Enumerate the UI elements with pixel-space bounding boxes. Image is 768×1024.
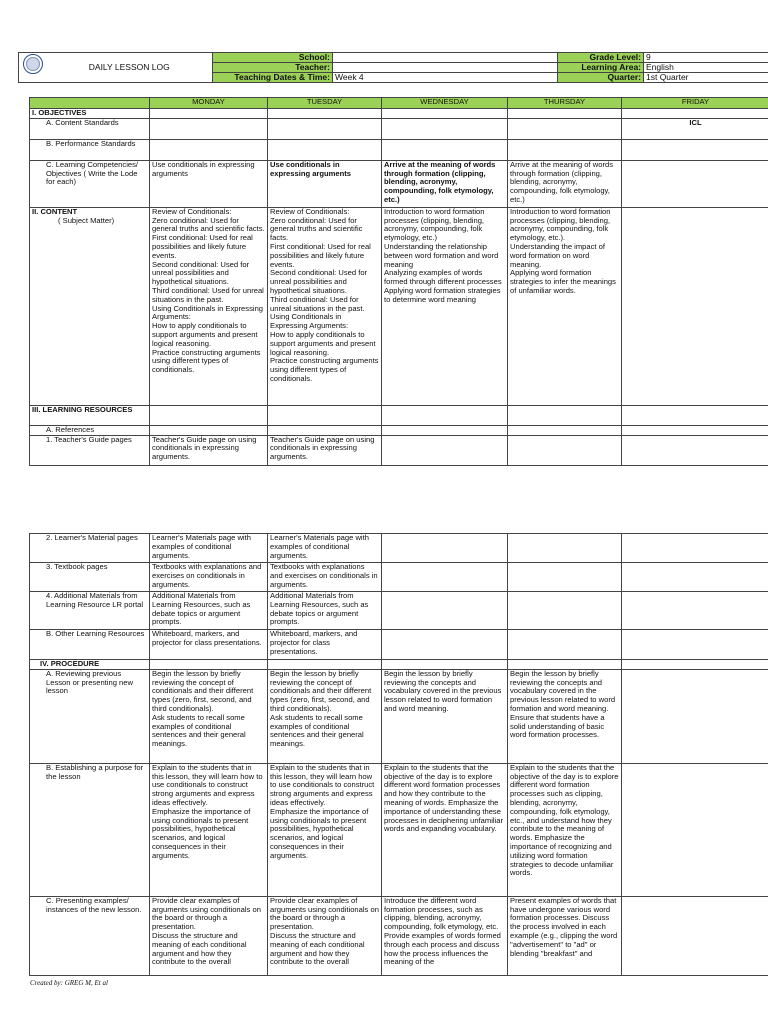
quarter-label: Quarter: xyxy=(558,73,644,83)
header-table xyxy=(18,52,768,83)
friday-icl-note: ICL xyxy=(622,118,768,139)
purpose-tuesday: Explain to the students that in this lesson, they will learn how to use conditionals to construct strong arguments and express ideas effectively. Emphasize the importance of using conditionals to present possibilities, hypothetical scenarios, and logical consequences in their arguments. xyxy=(268,763,382,896)
content-heading-cell xyxy=(30,207,150,405)
additional-materials-monday: Additional Materials from Learning Resources, such as debate topics or argument prompts. xyxy=(150,592,268,630)
lesson-table-page-2 xyxy=(29,533,768,976)
teachers-guide-monday: Teacher's Guide page on using conditionals in expressing arguments. xyxy=(150,435,268,465)
review-lesson-wednesday: Begin the lesson by briefly reviewing the concepts and vocabulary covered in the previous lesson related to word formation and word meaning. xyxy=(382,669,508,763)
content-standards-label: A. Content Standards xyxy=(30,118,150,139)
cell[interactable] xyxy=(622,139,768,160)
cell[interactable] xyxy=(268,139,382,160)
content-wednesday: Introduction to word formation processes (clipping, blending, acronymy, compounding, folk etymology, etc.) Understanding the relationship between word formation and word meaning Analyzing examples of words formed through different processes Applying word formation strategies to determine word meaning xyxy=(382,207,508,405)
other-resources-label: B. Other Learning Resources xyxy=(30,630,150,660)
review-lesson-monday: Begin the lesson by briefly reviewing the concept of conditionals and their different types (zero, first, second, and third conditionals). Ask students to recall some examples of conditional sentences and their general meanings. xyxy=(150,669,268,763)
other-resources-tuesday: Whiteboard, markers, and projector for class presentations. xyxy=(268,630,382,660)
purpose-wednesday: Explain to the students that the objective of the day is to explore different word formation processes and how they contribute to the meaning of words. Emphasize the importance of understanding these processes in deciphering unfamiliar words and expanding vocabulary. xyxy=(382,763,508,896)
performance-standards-label: B. Performance Standards xyxy=(30,139,150,160)
learning-area-label: Learning Area: xyxy=(558,63,644,73)
cell[interactable] xyxy=(268,118,382,139)
purpose-monday: Explain to the students that in this lesson, they will learn how to use conditionals to construct strong arguments and express ideas effectively. Emphasize the importance of using conditionals to present possibilities, hypothetical scenarios, and logical consequences in their arguments. xyxy=(150,763,268,896)
cell[interactable] xyxy=(508,139,622,160)
learners-material-label: 2. Learner's Material pages xyxy=(30,534,150,563)
additional-materials-label: 4. Additional Materials from Learning Resource LR portal xyxy=(30,592,150,630)
cell[interactable] xyxy=(508,118,622,139)
content-heading: II. CONTENT xyxy=(32,207,78,216)
teaching-dates-value[interactable]: Week 4 xyxy=(333,73,558,83)
competency-thursday: Arrive at the meaning of words through formation (clipping, blending, acronymy, compounding, folk etymology, etc.) xyxy=(508,160,622,207)
day-header-monday: MONDAY xyxy=(150,98,268,109)
other-resources-monday: Whiteboard, markers, and projector for class presentations. xyxy=(150,630,268,660)
grade-level-label: Grade Level: xyxy=(558,53,644,63)
day-header-wednesday: WEDNESDAY xyxy=(382,98,508,109)
textbook-monday: Textbooks with explanations and exercises on conditionals in arguments. xyxy=(150,563,268,592)
content-subheading: ( Subject Matter) xyxy=(58,215,115,225)
examples-tuesday: Provide clear examples of arguments using conditionals on the board or through a presentation. Discuss the structure and meaning of each conditional argument and how they contribute to the overall xyxy=(268,896,382,975)
learning-area-value[interactable]: English xyxy=(644,63,768,73)
textbook-tuesday: Textbooks with explanations and exercises on conditionals in arguments. xyxy=(268,563,382,592)
examples-thursday: Present examples of words that have undergone various word formation processes. Discuss the process involved in each example (e.g., clipping the word "advertisement" to "ad" or blending "breakfast" and xyxy=(508,896,622,975)
deped-seal-icon xyxy=(23,54,43,74)
review-lesson-thursday: Begin the lesson by briefly reviewing the concepts and vocabulary covered in the previous lesson related to word formation and word meaning. Ensure that students have a solid understanding of basic word formation processes. xyxy=(508,669,622,763)
content-thursday: Introduction to word formation processes (clipping, blending, acronymy, compounding, folk etymology, etc.). Understanding the impact of word formation on word meaning. Applying word formation strategies to infer the meanings of unfamiliar words. xyxy=(508,207,622,405)
competency-wednesday: Arrive at the meaning of words through formation (clipping, blending, acronymy, compounding, folk etymology, etc.) xyxy=(382,160,508,207)
examples-label: C. Presenting examples/ instances of the new lesson. xyxy=(30,896,150,975)
textbook-label: 3. Textbook pages xyxy=(30,563,150,592)
competency-monday: Use conditionals in expressing arguments xyxy=(150,160,268,207)
teacher-value[interactable] xyxy=(333,63,558,73)
learners-material-monday: Learner's Materials page with examples of conditional arguments. xyxy=(150,534,268,563)
review-lesson-label: A. Reviewing previous Lesson or presenting new lesson xyxy=(30,669,150,763)
cell[interactable] xyxy=(382,118,508,139)
cell[interactable] xyxy=(150,118,268,139)
lesson-table-page-1 xyxy=(29,97,768,466)
additional-materials-tuesday: Additional Materials from Learning Resources, such as debate topics or argument prompts. xyxy=(268,592,382,630)
objectives-heading: I. OBJECTIVES xyxy=(30,109,150,119)
grade-level-value[interactable]: 9 xyxy=(644,53,768,63)
learners-material-tuesday: Learner's Materials page with examples of conditional arguments. xyxy=(268,534,382,563)
references-label: A. References xyxy=(30,425,150,435)
examples-wednesday: Introduce the different word formation processes, such as clipping, blending, acronymy, compounding, folk etymology, etc. Provide examples of words formed through each process and discuss how the process influences the meaning of the xyxy=(382,896,508,975)
teachers-guide-tuesday: Teacher's Guide page on using conditionals in expressing arguments. xyxy=(268,435,382,465)
competency-tuesday: Use conditionals in expressing arguments xyxy=(268,160,382,207)
teachers-guide-label: 1. Teacher's Guide pages xyxy=(30,435,150,465)
quarter-value[interactable] xyxy=(644,73,768,83)
school-value[interactable] xyxy=(333,53,558,63)
document-title: DAILY LESSON LOG xyxy=(47,53,213,83)
review-lesson-tuesday: Begin the lesson by briefly reviewing the concept of conditionals and their different types (zero, first, second, and third conditionals). Ask students to recall some examples of conditional sentences and their general meanings. xyxy=(268,669,382,763)
cell[interactable] xyxy=(150,139,268,160)
procedure-heading: IV. PROCEDURE xyxy=(30,660,150,670)
school-label: School: xyxy=(213,53,333,63)
competencies-label: C. Learning Competencies/ Objectives ( Write the Lode for each) xyxy=(30,160,150,207)
day-header-thursday: THURSDAY xyxy=(508,98,622,109)
purpose-label: B. Establishing a purpose for the lesson xyxy=(30,763,150,896)
corner-cell xyxy=(30,98,150,109)
cell[interactable] xyxy=(382,139,508,160)
teacher-label: Teacher: xyxy=(213,63,333,73)
purpose-thursday: Explain to the students that the objective of the day is to explore different word formation processes such as clipping, blending, acronymy, compounding, folk etymology, etc., and understand how they contribute to the meaning of words. Emphasize the importance of recognizing and utilizing word formation strategies to decode unfamiliar words. xyxy=(508,763,622,896)
content-tuesday: Review of Conditionals: Zero conditional: Used for general truths and scientific facts. First conditional: Used for real possibilities and likely future events. Second conditional: Used for unreal possibilities and hypothetical situations. Third conditional: Used for unreal situations in the past. Using Conditionals in Expressing Arguments: How to apply conditionals to support arguments and present logical reasoning. Practice constructing arguments using different types of conditionals. xyxy=(268,207,382,405)
quarter-value-text: 1st Quarter xyxy=(646,72,689,82)
resources-heading: III. LEARNING RESOURCES xyxy=(30,405,150,425)
teaching-dates-label: Teaching Dates & Time: xyxy=(213,73,333,83)
day-header-friday: FRIDAY xyxy=(622,98,768,109)
content-monday: Review of Conditionals: Zero conditional: Used for general truths and scientific facts. First conditional: Used for real possibilities and likely future events. Second conditional: Used for unreal possibilities and hypothetical situations. Third conditional: Used for unreal situations in the past. Using Conditionals in Expressing Arguments: How to apply conditionals to support arguments and present logical reasoning. Practice constructing arguments using different types of conditionals. xyxy=(150,207,268,405)
footer-credit: Created by: GREG M, Et al xyxy=(30,979,108,987)
deped-seal-cell xyxy=(19,53,47,83)
examples-monday: Provide clear examples of arguments using conditionals on the board or through a presentation. Discuss the structure and meaning of each conditional argument and how they contribute to the overall xyxy=(150,896,268,975)
day-header-tuesday: TUESDAY xyxy=(268,98,382,109)
